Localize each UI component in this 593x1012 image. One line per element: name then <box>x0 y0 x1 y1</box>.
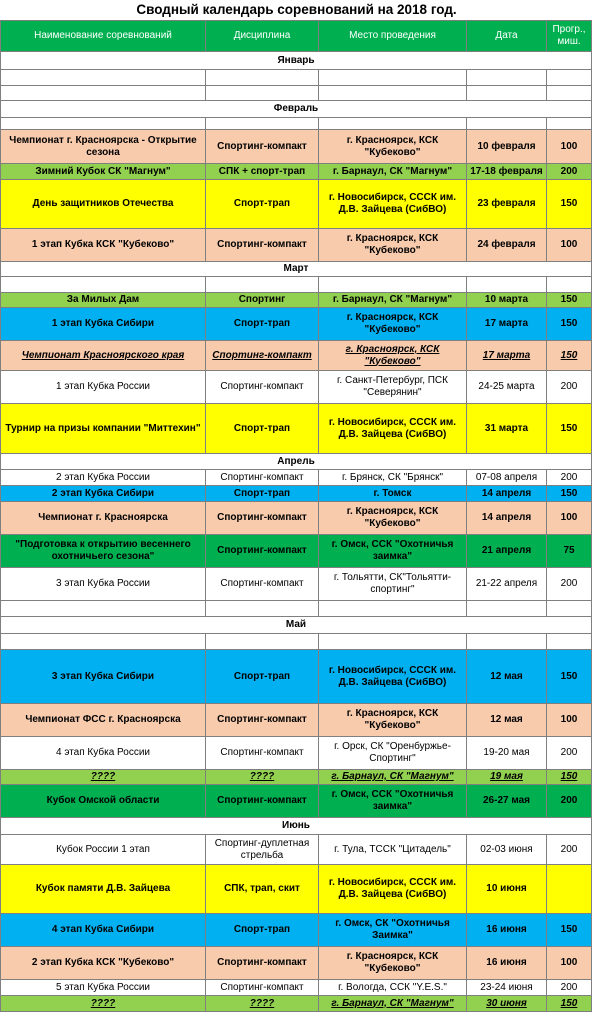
event-name-cell[interactable]: ???? <box>1 770 206 785</box>
date-cell[interactable]: 19 мая <box>467 770 547 785</box>
discipline-cell[interactable]: Спорт-трап <box>206 650 319 704</box>
empty-cell[interactable] <box>547 86 592 101</box>
venue-cell[interactable]: г. Барнаул, СК "Магнум" <box>319 293 467 308</box>
program-cell[interactable]: 75 <box>547 535 592 568</box>
table-row <box>1 947 592 980</box>
date-cell[interactable]: 16 июня <box>467 914 547 947</box>
program-cell[interactable]: 150 <box>547 308 592 341</box>
venue-cell[interactable]: г. Барнаул, СК "Магнум" <box>319 996 467 1012</box>
table-row <box>1 164 592 180</box>
blank-row <box>1 70 592 86</box>
venue-cell[interactable]: г. Вологда, ССК "Y.E.S." <box>319 980 467 996</box>
table-row <box>1 180 592 229</box>
header-cell[interactable]: Наименование соревнований <box>1 21 206 52</box>
table-row <box>1 568 592 601</box>
event-name-cell[interactable]: Чемпионат ФСС г. Красноярска <box>1 704 206 737</box>
discipline-cell[interactable]: Спорт-трап <box>206 308 319 341</box>
venue-cell[interactable]: г. Омск, ССК "Охотничья заимка" <box>319 535 467 568</box>
date-cell[interactable]: 07-08 апреля <box>467 470 547 486</box>
blank-row <box>1 601 592 617</box>
date-cell[interactable]: 23 февраля <box>467 180 547 229</box>
program-cell[interactable]: 200 <box>547 470 592 486</box>
date-cell[interactable]: 12 мая <box>467 704 547 737</box>
month-label[interactable]: Февраль <box>1 101 592 118</box>
program-cell[interactable]: 150 <box>547 180 592 229</box>
date-cell[interactable]: 10 июня <box>467 865 547 914</box>
event-name-cell[interactable]: Кубок России 1 этап <box>1 835 206 865</box>
header-cell[interactable]: Место проведения <box>319 21 467 52</box>
header-cell[interactable]: Прогр., миш. <box>547 21 592 52</box>
event-name-cell[interactable]: 2 этап Кубка КСК "Кубеково" <box>1 947 206 980</box>
empty-cell[interactable] <box>547 277 592 293</box>
date-cell[interactable]: 17 марта <box>467 341 547 371</box>
table-row <box>1 980 592 996</box>
event-name-cell[interactable]: 3 этап Кубка Сибири <box>1 650 206 704</box>
discipline-cell[interactable]: Спортинг-компакт <box>206 947 319 980</box>
discipline-cell[interactable]: Спортинг <box>206 293 319 308</box>
empty-cell[interactable] <box>1 118 206 130</box>
program-cell[interactable]: 150 <box>547 293 592 308</box>
empty-cell[interactable] <box>1 277 206 293</box>
empty-cell[interactable] <box>206 601 319 617</box>
discipline-cell[interactable]: Спортинг-компакт <box>206 737 319 770</box>
venue-cell[interactable]: г. Томск <box>319 486 467 502</box>
event-name-cell[interactable]: 5 этап Кубка России <box>1 980 206 996</box>
empty-cell[interactable] <box>467 601 547 617</box>
empty-cell[interactable] <box>1 86 206 101</box>
empty-cell[interactable] <box>467 118 547 130</box>
event-name-cell[interactable]: Чемпионат г. Красноярска - Открытие сезона <box>1 130 206 164</box>
discipline-cell[interactable]: Спортинг-дуплетная стрельба <box>206 835 319 865</box>
venue-cell[interactable]: г. Красноярск, КСК "Кубеково" <box>319 704 467 737</box>
event-name-cell[interactable]: ???? <box>1 996 206 1012</box>
program-cell[interactable]: 200 <box>547 835 592 865</box>
program-cell[interactable]: 100 <box>547 130 592 164</box>
venue-cell[interactable]: г. Красноярск, КСК "Кубеково" <box>319 130 467 164</box>
event-name-cell[interactable]: 1 этап Кубка России <box>1 371 206 404</box>
date-cell[interactable]: 10 февраля <box>467 130 547 164</box>
table-row <box>1 996 592 1012</box>
table-row <box>1 704 592 737</box>
discipline-cell[interactable]: Спортинг-компакт <box>206 502 319 535</box>
date-cell[interactable]: 21-22 апреля <box>467 568 547 601</box>
date-cell[interactable]: 19-20 мая <box>467 737 547 770</box>
table-row <box>1 470 592 486</box>
date-cell[interactable]: 21 апреля <box>467 535 547 568</box>
venue-cell[interactable]: г. Тула, ТССК "Цитадель" <box>319 835 467 865</box>
program-cell[interactable]: 200 <box>547 371 592 404</box>
empty-cell[interactable] <box>319 634 467 650</box>
venue-cell[interactable]: г. Барнаул, СК "Магнум" <box>319 164 467 180</box>
event-name-cell[interactable]: 4 этап Кубка России <box>1 737 206 770</box>
date-cell[interactable]: 16 июня <box>467 947 547 980</box>
program-cell[interactable]: 150 <box>547 341 592 371</box>
discipline-cell[interactable]: ???? <box>206 770 319 785</box>
table-row <box>1 229 592 262</box>
table-row <box>1 486 592 502</box>
table-row <box>1 308 592 341</box>
program-cell[interactable]: 100 <box>547 229 592 262</box>
program-cell[interactable]: 150 <box>547 996 592 1012</box>
discipline-cell[interactable]: Спортинг-компакт <box>206 704 319 737</box>
blank-row <box>1 634 592 650</box>
program-cell[interactable]: 200 <box>547 737 592 770</box>
table-row <box>1 130 592 164</box>
empty-cell[interactable] <box>206 634 319 650</box>
date-cell[interactable]: 02-03 июня <box>467 835 547 865</box>
date-cell[interactable]: 24-25 марта <box>467 371 547 404</box>
event-name-cell[interactable]: Турнир на призы компании "Миттехин" <box>1 404 206 454</box>
empty-cell[interactable] <box>547 634 592 650</box>
event-name-cell[interactable]: Зимний Кубок СК "Магнум" <box>1 164 206 180</box>
date-cell[interactable]: 30 июня <box>467 996 547 1012</box>
date-cell[interactable]: 14 апреля <box>467 502 547 535</box>
discipline-cell[interactable]: Спорт-трап <box>206 180 319 229</box>
program-cell[interactable]: 150 <box>547 914 592 947</box>
month-row <box>1 262 592 277</box>
table-body <box>1 52 592 1012</box>
month-label[interactable]: Июнь <box>1 818 592 835</box>
venue-cell[interactable]: г. Новосибирск, СССК им. Д.В. Зайцева (СибВО) <box>319 180 467 229</box>
program-cell[interactable]: 150 <box>547 404 592 454</box>
month-row <box>1 617 592 634</box>
event-name-cell[interactable]: 1 этап Кубка КСК "Кубеково" <box>1 229 206 262</box>
month-label[interactable]: Январь <box>1 52 592 70</box>
table-row <box>1 404 592 454</box>
program-cell[interactable]: 150 <box>547 650 592 704</box>
venue-cell[interactable]: г. Красноярск, КСК "Кубеково" <box>319 502 467 535</box>
discipline-cell[interactable]: Спортинг-компакт <box>206 130 319 164</box>
empty-cell[interactable] <box>206 86 319 101</box>
event-name-cell[interactable]: 2 этап Кубка Сибири <box>1 486 206 502</box>
month-row <box>1 818 592 835</box>
blank-row <box>1 277 592 293</box>
event-name-cell[interactable]: "Подготовка к открытию весеннего охотничьего сезона" <box>1 535 206 568</box>
calendar-table <box>0 20 592 1012</box>
table-row <box>1 293 592 308</box>
discipline-cell[interactable]: СПК, трап, скит <box>206 865 319 914</box>
discipline-cell[interactable]: Спортинг-компакт <box>206 980 319 996</box>
header-row <box>1 21 592 52</box>
venue-cell[interactable]: г. Барнаул, СК "Магнум" <box>319 770 467 785</box>
blank-row <box>1 86 592 101</box>
event-name-cell[interactable]: За Милых Дам <box>1 293 206 308</box>
date-cell[interactable]: 10 марта <box>467 293 547 308</box>
discipline-cell[interactable]: СПК + спорт-трап <box>206 164 319 180</box>
table-row <box>1 535 592 568</box>
table-row <box>1 835 592 865</box>
event-name-cell[interactable]: Кубок памяти Д.В. Зайцева <box>1 865 206 914</box>
event-name-cell[interactable]: Кубок Омской области <box>1 785 206 818</box>
date-cell[interactable]: 12 мая <box>467 650 547 704</box>
venue-cell[interactable]: г. Орск, СК "Оренбуржье-Спортинг" <box>319 737 467 770</box>
program-cell[interactable]: 100 <box>547 502 592 535</box>
program-cell[interactable]: 200 <box>547 568 592 601</box>
venue-cell[interactable]: г. Брянск, СК "Брянск" <box>319 470 467 486</box>
empty-cell[interactable] <box>467 70 547 86</box>
discipline-cell[interactable]: Спортинг-компакт <box>206 568 319 601</box>
venue-cell[interactable]: г. Омск, ССК "Охотничья заимка" <box>319 785 467 818</box>
date-cell[interactable]: 17-18 февраля <box>467 164 547 180</box>
event-name-cell[interactable]: 4 этап Кубка Сибири <box>1 914 206 947</box>
discipline-cell[interactable]: Спортинг-компакт <box>206 371 319 404</box>
table-row <box>1 502 592 535</box>
month-label[interactable]: Март <box>1 262 592 277</box>
program-cell[interactable]: 150 <box>547 486 592 502</box>
event-name-cell[interactable]: День защитников Отечества <box>1 180 206 229</box>
event-name-cell[interactable]: Чемпионат Красноярского края <box>1 341 206 371</box>
month-row <box>1 52 592 70</box>
discipline-cell[interactable]: Спорт-трап <box>206 486 319 502</box>
date-cell[interactable]: 14 апреля <box>467 486 547 502</box>
program-cell[interactable] <box>547 865 592 914</box>
empty-cell[interactable] <box>319 118 467 130</box>
empty-cell[interactable] <box>319 70 467 86</box>
month-row <box>1 454 592 470</box>
empty-cell[interactable] <box>319 86 467 101</box>
venue-cell[interactable]: г. Новосибирск, СССК им. Д.В. Зайцева (СибВО) <box>319 404 467 454</box>
date-cell[interactable]: 24 февраля <box>467 229 547 262</box>
empty-cell[interactable] <box>547 601 592 617</box>
date-cell[interactable]: 26-27 мая <box>467 785 547 818</box>
date-cell[interactable]: 23-24 июня <box>467 980 547 996</box>
month-row <box>1 101 592 118</box>
header-cell[interactable]: Дата <box>467 21 547 52</box>
table-row <box>1 914 592 947</box>
program-cell[interactable]: 100 <box>547 947 592 980</box>
discipline-cell[interactable]: Спортинг-компакт <box>206 229 319 262</box>
table-row <box>1 650 592 704</box>
event-name-cell[interactable]: 1 этап Кубка Сибири <box>1 308 206 341</box>
discipline-cell[interactable]: Спорт-трап <box>206 404 319 454</box>
empty-cell[interactable] <box>547 118 592 130</box>
empty-cell[interactable] <box>319 601 467 617</box>
empty-cell[interactable] <box>206 70 319 86</box>
blank-row <box>1 118 592 130</box>
event-name-cell[interactable]: 2 этап Кубка России <box>1 470 206 486</box>
empty-cell[interactable] <box>467 634 547 650</box>
date-cell[interactable]: 17 марта <box>467 308 547 341</box>
header-cell[interactable]: Дисциплина <box>206 21 319 52</box>
date-cell[interactable]: 31 марта <box>467 404 547 454</box>
month-label[interactable]: Май <box>1 617 592 634</box>
program-cell[interactable]: 150 <box>547 770 592 785</box>
discipline-cell[interactable]: Спортинг-компакт <box>206 785 319 818</box>
venue-cell[interactable]: г. Красноярск, КСК "Кубеково" <box>319 341 467 371</box>
table-row <box>1 770 592 785</box>
empty-cell[interactable] <box>1 601 206 617</box>
empty-cell[interactable] <box>206 118 319 130</box>
empty-cell[interactable] <box>1 634 206 650</box>
empty-cell[interactable] <box>319 277 467 293</box>
empty-cell[interactable] <box>547 70 592 86</box>
venue-cell[interactable]: г. Новосибирск, СССК им. Д.В. Зайцева (СибВО) <box>319 865 467 914</box>
discipline-cell[interactable]: Спортинг-компакт <box>206 535 319 568</box>
discipline-cell[interactable]: ???? <box>206 996 319 1012</box>
discipline-cell[interactable]: Спортинг-компакт <box>206 470 319 486</box>
venue-cell[interactable]: г. Тольятти, СК"Тольятти-спортинг" <box>319 568 467 601</box>
empty-cell[interactable] <box>467 277 547 293</box>
program-cell[interactable]: 200 <box>547 980 592 996</box>
program-cell[interactable]: 200 <box>547 164 592 180</box>
venue-cell[interactable]: г. Омск, СК "Охотничья Заимка" <box>319 914 467 947</box>
empty-cell[interactable] <box>1 70 206 86</box>
month-label[interactable]: Апрель <box>1 454 592 470</box>
page-title: Сводный календарь соревнований на 2018 год. <box>136 2 457 17</box>
empty-cell[interactable] <box>206 277 319 293</box>
table-row <box>1 865 592 914</box>
table-row <box>1 371 592 404</box>
table-row <box>1 341 592 371</box>
program-cell[interactable]: 200 <box>547 785 592 818</box>
event-name-cell[interactable]: 3 этап Кубка России <box>1 568 206 601</box>
venue-cell[interactable]: г. Санкт-Петербург, ПСК "Северянин" <box>319 371 467 404</box>
discipline-cell[interactable]: Спорт-трап <box>206 914 319 947</box>
venue-cell[interactable]: г. Красноярск, КСК "Кубеково" <box>319 308 467 341</box>
venue-cell[interactable]: г. Красноярск, КСК "Кубеково" <box>319 947 467 980</box>
discipline-cell[interactable]: Спортинг-компакт <box>206 341 319 371</box>
event-name-cell[interactable]: Чемпионат г. Красноярска <box>1 502 206 535</box>
venue-cell[interactable]: г. Новосибирск, СССК им. Д.В. Зайцева (СибВО) <box>319 650 467 704</box>
venue-cell[interactable]: г. Красноярск, КСК "Кубеково" <box>319 229 467 262</box>
empty-cell[interactable] <box>467 86 547 101</box>
table-row <box>1 737 592 770</box>
table-row <box>1 785 592 818</box>
program-cell[interactable]: 100 <box>547 704 592 737</box>
